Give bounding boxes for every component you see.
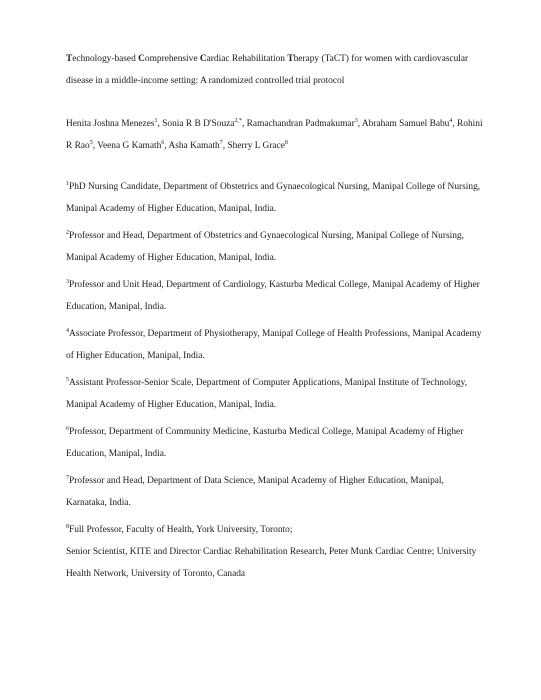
title-initial: T: [66, 54, 73, 64]
affiliation-text: Professor and Unit Head, Department of Cardiology, Kasturba Medical College, Manipal Academy of Higher Education, Manipal, India.: [66, 280, 480, 312]
author-name: Sherry L Grace: [227, 141, 285, 151]
title-text: omprehensive: [144, 54, 200, 64]
author-name: Ramachandran Padmakumar: [246, 119, 355, 129]
author-name: Abraham Samuel Babu: [361, 119, 450, 129]
title-initial: T: [287, 54, 294, 64]
affiliation-5: [66, 372, 486, 416]
author-affiliation-mark: 6: [161, 139, 165, 146]
affiliation-1: [66, 176, 486, 220]
affiliation-7: [66, 470, 486, 514]
affiliation-text: Full Professor, Faculty of Health, York University, Toronto;: [69, 525, 293, 535]
affiliation-mark: 2: [66, 229, 69, 236]
affiliation-3: [66, 274, 486, 318]
affiliation-mark: 3: [66, 278, 69, 285]
author-affiliation-mark: 2,*: [234, 117, 242, 124]
author-affiliation-mark: 5: [89, 139, 93, 146]
affiliation-mark: 1: [66, 180, 69, 187]
author-name: Asha Kamath: [168, 141, 220, 151]
affiliation-text: Associate Professor, Department of Physiotherapy, Manipal College of Health Professions, Manipal Academy of Higher Education, Manipal, India.: [66, 329, 482, 361]
affiliation-text: PhD Nursing Candidate, Department of Obstetrics and Gynaecological Nursing, Manipal College of Nursing, Manipal Academy of Higher Education, Manipal, India.: [66, 182, 481, 214]
author-name: Veena G Kamath: [97, 141, 162, 151]
title-initial: C: [138, 54, 145, 64]
affiliation-text-continued: Senior Scientist, KITE and Director Cardiac Rehabilitation Research, Peter Munk Cardiac Centre; University Health Network, University of Toronto, Canada: [66, 547, 477, 579]
author-affiliation-mark: 8: [284, 139, 288, 146]
title-text: herapy (TaCT) for women with cardiovascular disease in a middle-income setting: A randomized controlled trial protocol: [66, 54, 469, 86]
affiliation-mark: 8: [66, 523, 69, 530]
affiliation-4: [66, 323, 486, 367]
paper-front-page: [66, 48, 486, 585]
author-affiliation-mark: 4: [449, 117, 453, 124]
affiliation-text: Professor and Head, Department of Data Science, Manipal Academy of Higher Education, Manipal, Karnataka, India.: [66, 476, 444, 508]
author-affiliation-mark: 3: [354, 117, 358, 124]
author-name: Rohini R Rao: [66, 119, 483, 151]
affiliation-6: [66, 421, 486, 465]
affiliation-mark: 4: [66, 327, 69, 334]
author-name: Henita Joshna Menezes: [66, 119, 155, 129]
author-affiliation-mark: 1: [154, 117, 158, 124]
affiliation-2: [66, 225, 486, 269]
affiliation-text: Professor and Head, Department of Obstetrics and Gynaecological Nursing, Manipal College of Nursing, Manipal Academy of Higher Education, Manipal, India.: [66, 231, 464, 263]
title-text: echnology-based: [72, 54, 139, 64]
author-list: Henita Joshna Menezes$^1$, Sonia R B D'Souza$^{2,*}$, Ramachandran Padmakumar$^3$, Abraham Samuel Babu$^4$, Rohini R Rao$^5$, Veena G Kamath$^6$, Asha Kamath$^7$, Sherry L Grace$^8$: [66, 117, 483, 151]
author-affiliation-mark: 7: [219, 139, 223, 146]
affiliation-mark: 6: [66, 425, 69, 432]
paper-title: [66, 48, 486, 92]
author-name: Sonia R B D'Souza: [162, 119, 235, 129]
title-initial: C: [199, 54, 207, 64]
affiliation-8: [66, 519, 486, 585]
affiliation-text: Professor, Department of Community Medicine, Kasturba Medical College, Manipal Academy of Higher Education, Manipal, India.: [66, 427, 464, 459]
affiliation-mark: 5: [66, 376, 69, 383]
affiliation-mark: 7: [66, 474, 69, 481]
title-text: ardiac Rehabilitation: [206, 54, 288, 64]
affiliation-text: Assistant Professor-Senior Scale, Department of Computer Applications, Manipal Institute of Technology, Manipal Academy of Higher Education, Manipal, India.: [66, 378, 468, 410]
